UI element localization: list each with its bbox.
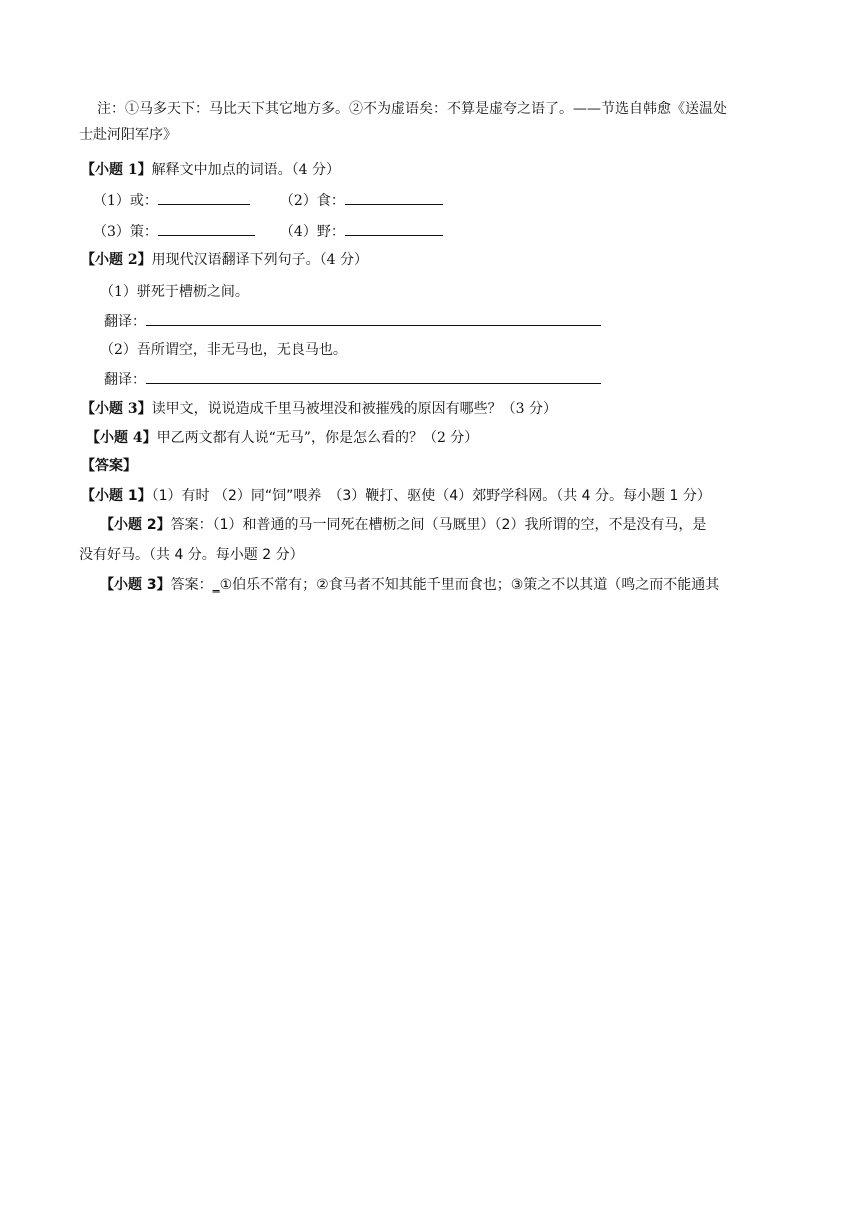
question-2 <box>81 250 368 270</box>
question-2-sentence-1: （1）骈死于槽枥之间。 <box>100 284 249 300</box>
question-4 <box>86 428 478 448</box>
question-1-item-1-label: （1）或： <box>93 193 158 209</box>
answer-blank-2[interactable] <box>345 190 443 205</box>
question-1-row-2 <box>93 221 443 242</box>
answer-3-label: 答案： <box>170 577 213 593</box>
answer-3-text: ①伯乐不常有；②食马者不知其能千里而食也；③策之不以其道（鸣之而不能通其 <box>219 577 720 593</box>
note-line-1: 注：①马多天下：马比天下其它地方多。②不为虚语矣：不算是虚夸之语了。——节选自韩愈《送温处 <box>97 101 727 117</box>
question-1-tag: 【小题 1】 <box>81 162 152 178</box>
answer-1-tag: 【小题 1】 <box>81 488 152 504</box>
question-2-translate-row-2 <box>104 369 601 390</box>
answer-3 <box>100 575 719 595</box>
answer-1 <box>81 486 711 506</box>
answer-2-tag: 【小题 2】 <box>100 517 171 533</box>
question-1-item-2-label: （2）食： <box>279 193 345 209</box>
question-1-row-1 <box>93 190 443 211</box>
answer-2-line-2: 没有好马。（共 4 分。每小题 2 分） <box>79 547 304 563</box>
question-2-tag: 【小题 2】 <box>81 252 152 268</box>
translate-label-2: 翻译： <box>104 372 146 388</box>
translation-blank-2[interactable] <box>146 369 601 384</box>
question-3-prompt: 读甲文，说说造成千里马被埋没和被摧残的原因有哪些？（3 分） <box>151 401 557 417</box>
question-1-item-4-label: （4）野： <box>279 224 345 240</box>
question-1-item-3-label: （3）策： <box>93 224 158 240</box>
question-2-sentence-2: （2）吾所谓空，非无马也，无良马也。 <box>100 342 347 358</box>
answers-heading: 【答案】 <box>81 458 137 474</box>
question-1 <box>81 160 340 180</box>
answer-3-underscore: _ <box>212 577 220 593</box>
question-2-translate-row-1 <box>104 311 601 332</box>
note-line-2: 士赴河阳军序》 <box>79 127 177 143</box>
answer-blank-1[interactable] <box>158 190 250 205</box>
question-3 <box>81 399 557 419</box>
question-2-prompt: 用现代汉语翻译下列句子。（4 分） <box>151 252 368 268</box>
answer-2-text-line-1: 答案：（1）和普通的马一同死在槽枥之间（马厩里）（2）我所谓的空，不是没有马，是 <box>170 517 707 533</box>
question-1-prompt: 解释文中加点的词语。（4 分） <box>151 162 340 178</box>
answer-3-tag: 【小题 3】 <box>100 577 171 593</box>
question-4-tag: 【小题 4】 <box>86 430 157 446</box>
translation-blank-1[interactable] <box>146 311 601 326</box>
answer-blank-4[interactable] <box>345 221 443 236</box>
answer-1-text: （1）有时 （2）同“饲”喂养 （3）鞭打、驱使（4）郊野学科网。（共 4 分。每小题 1 分） <box>151 488 711 504</box>
translate-label-1: 翻译： <box>104 314 146 330</box>
question-4-prompt: 甲乙两文都有人说“无马”，你是怎么看的？（2 分） <box>156 430 479 446</box>
answer-blank-3[interactable] <box>158 221 255 236</box>
question-3-tag: 【小题 3】 <box>81 401 152 417</box>
answer-2-line-1 <box>100 515 706 535</box>
